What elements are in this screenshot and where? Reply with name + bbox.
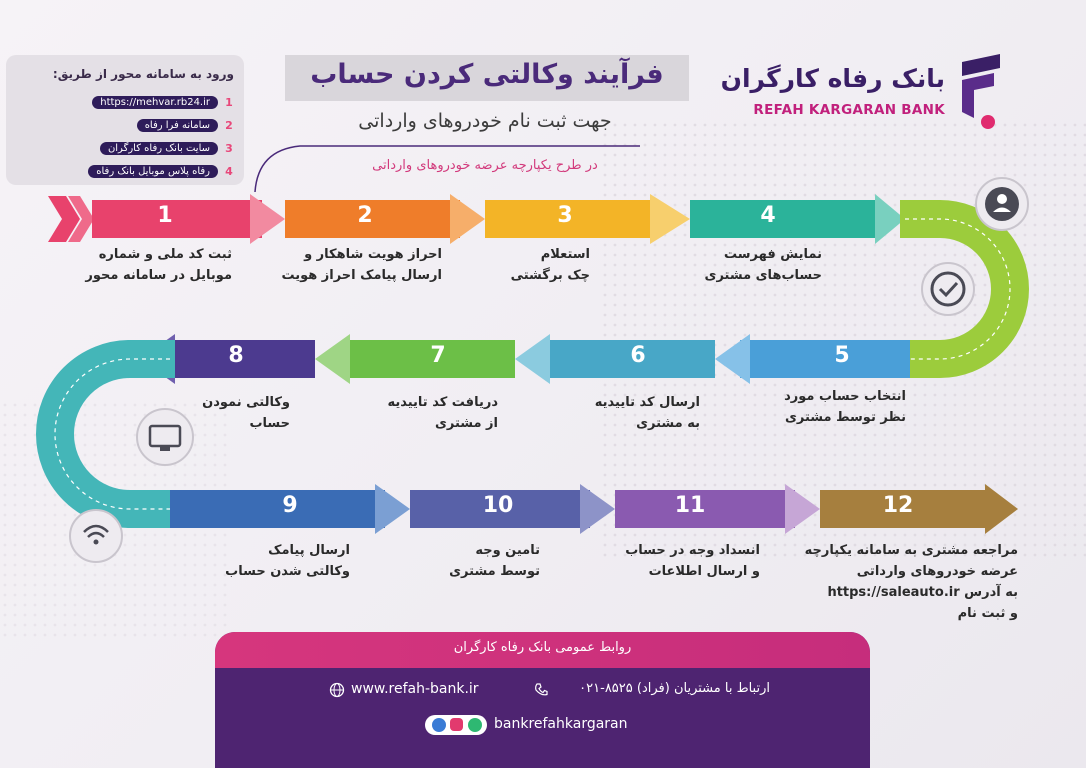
step-5-label: انتخاب حساب مورد نظر توسط مشتری	[784, 389, 906, 425]
access-item-3: 3 سایت بانک رفاه کارگران	[100, 139, 234, 157]
step-8-number: 8	[228, 343, 244, 368]
footer-social-handle[interactable]: bankrefahkargaran	[494, 716, 628, 732]
page-subtitle: جهت ثبت نام خودروهای وارداتی	[358, 110, 612, 132]
footer-website-link[interactable]: www.refah-bank.ir	[351, 681, 479, 697]
step-4-number: 4	[760, 203, 776, 228]
step-11-label: انسداد وجه در حساب و ارسال اطلاعات	[625, 543, 760, 579]
step-12-number: 12	[882, 493, 914, 518]
step-3-label: استعلام چک برگشتی	[510, 247, 590, 283]
step-3-number: 3	[557, 203, 573, 228]
access-link[interactable]: https://mehvar.rb24.ir	[92, 96, 218, 109]
globe-icon	[329, 682, 345, 698]
bank-name-en: REFAH KARGARAN BANK	[753, 102, 945, 118]
step-2-label: احراز هویت شاهکار و ارسال پیامک احراز هویت	[281, 247, 442, 283]
step-6-number: 6	[630, 343, 646, 368]
footer-panel	[215, 632, 870, 768]
title-banner	[285, 55, 689, 101]
wifi-icon	[70, 510, 122, 562]
step-4-label: نمایش فهرست حساب‌های مشتری	[704, 247, 822, 283]
footer-title: روابط عمومی بانک رفاه کارگران	[453, 640, 632, 655]
bank-logo-icon	[950, 52, 1010, 132]
step-7-number: 7	[430, 343, 446, 368]
bank-name-fa: بانک رفاه کارگران	[720, 64, 945, 93]
step-10-number: 10	[482, 493, 514, 518]
step-6-label: ارسال کد تاییدیه به مشتری	[594, 395, 700, 431]
step-2-number: 2	[357, 203, 373, 228]
step-5-number: 5	[834, 343, 850, 368]
step-7-label: دریافت کد تاییدیه از مشتری	[387, 395, 498, 431]
access-item-2: 2 سامانه فرا رفاه	[137, 116, 234, 134]
step-9-number: 9	[282, 493, 298, 518]
step-9-label: ارسال پیامک وکالتی شدن حساب	[225, 543, 350, 579]
user-icon	[976, 178, 1028, 230]
step-8-label: وکالتی نمودن حساب	[202, 395, 290, 431]
step-1-label: ثبت کد ملی و شماره موبایل در سامانه محور	[85, 247, 232, 283]
access-item-1[interactable]: 1 https://mehvar.rb24.ir	[92, 93, 234, 111]
footer-phone: ارتباط با مشتریان (فراد) ۸۵۲۵-۰۲۱	[579, 681, 770, 696]
access-item-4: 4 رفاه پلاس موبایل بانک رفاه	[88, 162, 234, 180]
step-10-label: تامین وجه توسط مشتری	[449, 543, 540, 579]
step-11-number: 11	[674, 493, 706, 518]
monitor-icon	[137, 409, 193, 465]
step-1-number: 1	[157, 203, 173, 228]
access-info-box	[6, 55, 244, 185]
page-title: فرآیند وکالتی کردن حساب	[310, 59, 664, 90]
access-heading: ورود به سامانه محور از طریق:	[52, 67, 234, 81]
page-tagline: در طرح یکپارچه عرضه خودروهای وارداتی	[372, 158, 598, 173]
check-icon	[922, 263, 974, 315]
step-12-label: مراجعه مشتری به سامانه یکپارچه عرضه خودروهای وارداتی به آدرس https://saleauto.ir و ثبت نام	[804, 543, 1018, 621]
social-icons	[425, 714, 489, 736]
